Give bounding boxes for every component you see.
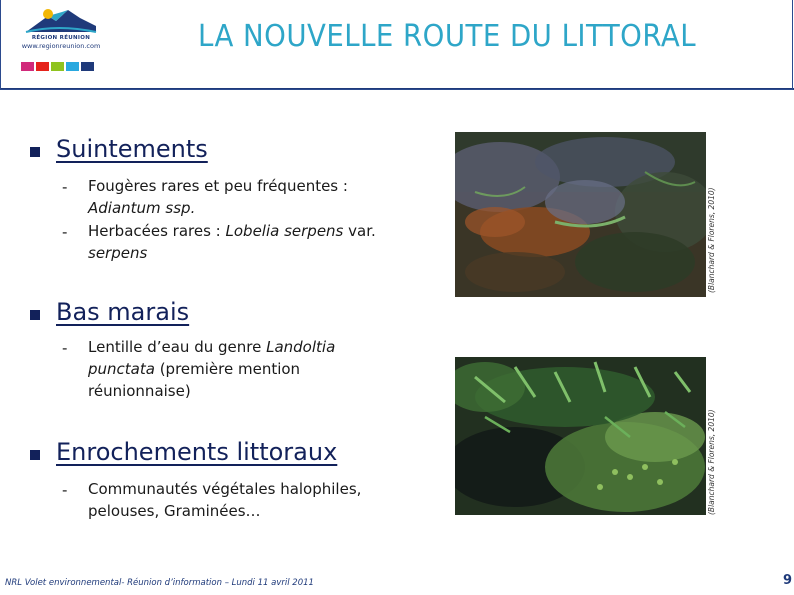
section-heading-enrochements: Enrochements littoraux bbox=[56, 438, 338, 466]
moss-seep-image bbox=[455, 132, 706, 297]
photo-credit: (Blanchard & Florens, 2010) bbox=[707, 409, 716, 515]
region-logo bbox=[18, 6, 104, 70]
item-dash: - bbox=[62, 178, 68, 196]
item-dash: - bbox=[62, 481, 68, 499]
item-text-italic: punctata bbox=[88, 360, 155, 378]
page-title: LA NOUVELLE ROUTE DU LITTORAL bbox=[198, 19, 697, 54]
section-bullet bbox=[30, 147, 40, 157]
list-item bbox=[88, 478, 361, 522]
item-line bbox=[88, 336, 335, 358]
item-line bbox=[88, 358, 335, 380]
page-number: 9 bbox=[783, 573, 793, 588]
swatch bbox=[51, 62, 64, 71]
item-text-italic: Lobelia serpens bbox=[225, 222, 344, 240]
logo-name: RÉGION RÉUNION bbox=[31, 35, 91, 41]
item-text-italic: Landoltia bbox=[266, 338, 336, 356]
list-item bbox=[88, 175, 348, 219]
section-heading-bas-marais: Bas marais bbox=[56, 298, 190, 326]
marsh-image bbox=[455, 357, 706, 515]
item-dash: - bbox=[62, 339, 68, 357]
item-line: Fougères rares et peu fréquentes : bbox=[88, 177, 348, 195]
item-text: var. bbox=[343, 222, 376, 240]
item-line-italic: serpens bbox=[88, 244, 148, 262]
item-text: (première mention bbox=[154, 360, 301, 378]
bas-marais-photo bbox=[455, 357, 706, 515]
item-text: Lentille d’eau du genre bbox=[88, 338, 267, 356]
header-band bbox=[0, 0, 794, 90]
suintements-photo bbox=[455, 132, 706, 297]
footer-text: NRL Volet environnemental- Réunion d’information – Lundi 11 avril 2011 bbox=[5, 578, 314, 588]
item-text: Herbacées rares : bbox=[88, 222, 226, 240]
item-line bbox=[88, 220, 376, 242]
item-line-italic: Adiantum ssp. bbox=[88, 199, 196, 217]
section-bullet bbox=[30, 310, 40, 320]
photo-credit: (Blanchard & Florens, 2010) bbox=[707, 187, 716, 293]
section-bullet bbox=[30, 450, 40, 460]
item-line: réunionnaise) bbox=[88, 382, 191, 400]
section-heading-suintements: Suintements bbox=[56, 135, 208, 163]
swatch bbox=[36, 62, 49, 71]
logo-swatches bbox=[21, 62, 94, 71]
swatch bbox=[66, 62, 79, 71]
list-item bbox=[88, 336, 335, 402]
item-line: pelouses, Graminées… bbox=[88, 502, 261, 520]
swatch bbox=[21, 62, 34, 71]
item-line: Communautés végétales halophiles, bbox=[88, 480, 362, 498]
mountain-logo-icon bbox=[18, 6, 104, 36]
list-item bbox=[88, 220, 376, 264]
logo-url: www.regionreunion.com bbox=[21, 42, 101, 50]
item-dash: - bbox=[62, 223, 68, 241]
swatch bbox=[81, 62, 94, 71]
